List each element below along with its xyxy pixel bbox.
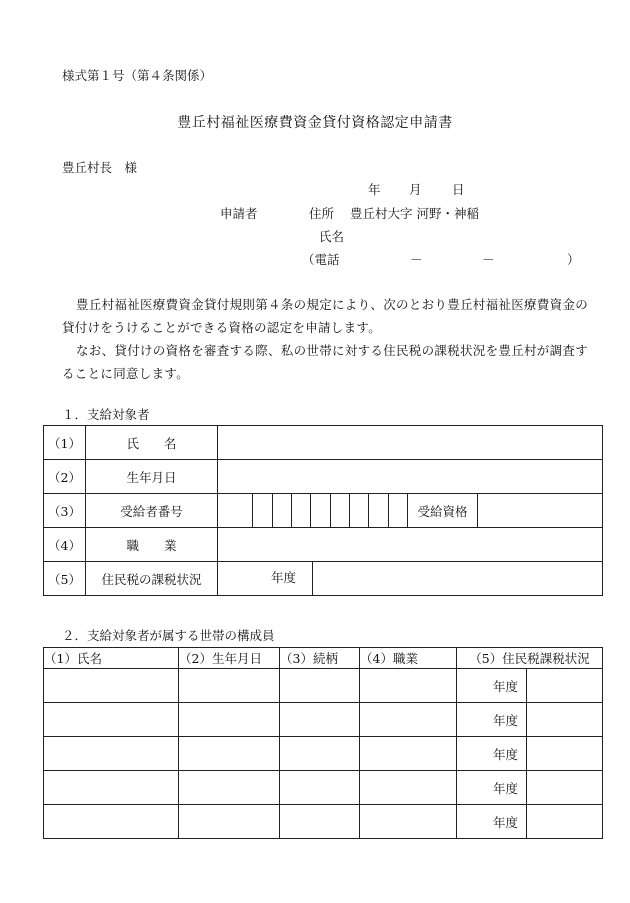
- table-row: [44, 562, 603, 596]
- birthdate-entry-field[interactable]: [218, 460, 603, 494]
- digit-box[interactable]: [389, 494, 407, 527]
- name-entry-field[interactable]: [218, 426, 603, 460]
- member-relation-cell[interactable]: [280, 805, 360, 839]
- row-label: 受給者番号: [86, 494, 218, 528]
- body-paragraph-2: なお、貸付けの資格を審査する際、私の世帯に対する住民税の課税状況を豊丘村が調査することに同意します。: [62, 343, 589, 381]
- column-header: （4）職業: [360, 648, 457, 669]
- phone-separator-1: －: [410, 252, 423, 267]
- member-relation-cell[interactable]: [280, 669, 360, 703]
- member-occupation-cell[interactable]: [360, 737, 457, 771]
- fiscal-year-label: 年度: [457, 805, 527, 839]
- member-relation-cell[interactable]: [280, 737, 360, 771]
- date-day-label: 日: [452, 182, 465, 197]
- table-row: [44, 669, 603, 703]
- digit-box[interactable]: [234, 494, 253, 527]
- digit-box[interactable]: [331, 494, 350, 527]
- phone-close-paren: ）: [567, 252, 580, 267]
- eligibility-entry-field[interactable]: [478, 494, 603, 528]
- occupation-entry-field[interactable]: [218, 528, 603, 562]
- digit-box[interactable]: [350, 494, 369, 527]
- form-number: 様式第１号（第４条関係）: [62, 68, 213, 83]
- member-occupation-cell[interactable]: [360, 771, 457, 805]
- table-row: [44, 494, 603, 528]
- row-label: 職 業: [86, 528, 218, 562]
- row-number: （4）: [44, 528, 86, 562]
- fiscal-year-label: 年度: [457, 771, 527, 805]
- table-row: [44, 805, 603, 839]
- member-tax-status-cell[interactable]: [527, 703, 603, 737]
- member-birthdate-cell[interactable]: [179, 703, 280, 737]
- member-tax-status-cell[interactable]: [527, 805, 603, 839]
- section1-title: １．支給対象者: [62, 407, 150, 422]
- address-value: 豊丘村大字 河野・神稲: [350, 206, 479, 221]
- member-name-cell[interactable]: [44, 669, 179, 703]
- fiscal-year-label: 年度: [457, 737, 527, 771]
- recipient-number-boxes[interactable]: [218, 494, 408, 528]
- member-occupation-cell[interactable]: [360, 703, 457, 737]
- table-row: [44, 771, 603, 805]
- phone-separator-2: －: [482, 252, 495, 267]
- row-number: （2）: [44, 460, 86, 494]
- column-header: （1）氏名: [44, 648, 179, 669]
- fiscal-year-label: 年度: [270, 570, 296, 585]
- document-title: 豊丘村福祉医療費資金貸付資格認定申請書: [177, 115, 453, 131]
- phone-label: （電話: [302, 252, 340, 267]
- column-header: （5）住民税課税状況: [457, 648, 603, 669]
- member-birthdate-cell[interactable]: [179, 771, 280, 805]
- body-paragraph-1: 豊丘村福祉医療費資金貸付規則第４条の規定により、次のとおり豊丘村福祉医療費資金の貸付けをうけることができる資格の認定を申請します。: [62, 297, 589, 335]
- column-header: （2）生年月日: [179, 648, 280, 669]
- row-number: （5）: [44, 562, 86, 596]
- member-birthdate-cell[interactable]: [179, 737, 280, 771]
- table-row: [44, 737, 603, 771]
- section2-title: ２．支給対象者が属する世帯の構成員: [62, 628, 275, 643]
- member-occupation-cell[interactable]: [360, 669, 457, 703]
- date-month-label: 月: [409, 182, 422, 197]
- tax-status-entry-field[interactable]: [218, 562, 603, 596]
- eligibility-label: 受給資格: [408, 494, 478, 528]
- digit-box[interactable]: [369, 494, 388, 527]
- member-name-cell[interactable]: [44, 805, 179, 839]
- applicant-label: 申請者: [220, 206, 258, 221]
- addressee: 豊丘村長 様: [62, 160, 138, 175]
- member-tax-status-cell[interactable]: [527, 737, 603, 771]
- row-label: 生年月日: [86, 460, 218, 494]
- row-number: （1）: [44, 426, 86, 460]
- digit-box[interactable]: [311, 494, 330, 527]
- row-label: 住民税の課税状況: [86, 562, 218, 596]
- date-year-label: 年: [368, 182, 381, 197]
- household-table: [43, 647, 603, 839]
- table-row: [44, 528, 603, 562]
- member-occupation-cell[interactable]: [360, 805, 457, 839]
- member-name-cell[interactable]: [44, 771, 179, 805]
- row-number: （3）: [44, 494, 86, 528]
- member-birthdate-cell[interactable]: [179, 805, 280, 839]
- member-relation-cell[interactable]: [280, 703, 360, 737]
- fiscal-year-label: 年度: [457, 669, 527, 703]
- name-label: 氏名: [319, 229, 345, 244]
- digit-box[interactable]: [253, 494, 272, 527]
- address-label: 住所: [309, 206, 335, 221]
- column-header: （3）続柄: [280, 648, 360, 669]
- member-tax-status-cell[interactable]: [527, 669, 603, 703]
- table-row: [44, 703, 603, 737]
- digit-box[interactable]: [273, 494, 292, 527]
- table-row: [44, 426, 603, 460]
- member-name-cell[interactable]: [44, 703, 179, 737]
- table-row: [44, 460, 603, 494]
- fiscal-year-label: 年度: [457, 703, 527, 737]
- digit-box[interactable]: [292, 494, 311, 527]
- member-tax-status-cell[interactable]: [527, 771, 603, 805]
- member-name-cell[interactable]: [44, 737, 179, 771]
- member-relation-cell[interactable]: [280, 771, 360, 805]
- row-label: 氏 名: [86, 426, 218, 460]
- table-header-row: [44, 648, 603, 669]
- member-birthdate-cell[interactable]: [179, 669, 280, 703]
- recipient-table: [43, 425, 603, 596]
